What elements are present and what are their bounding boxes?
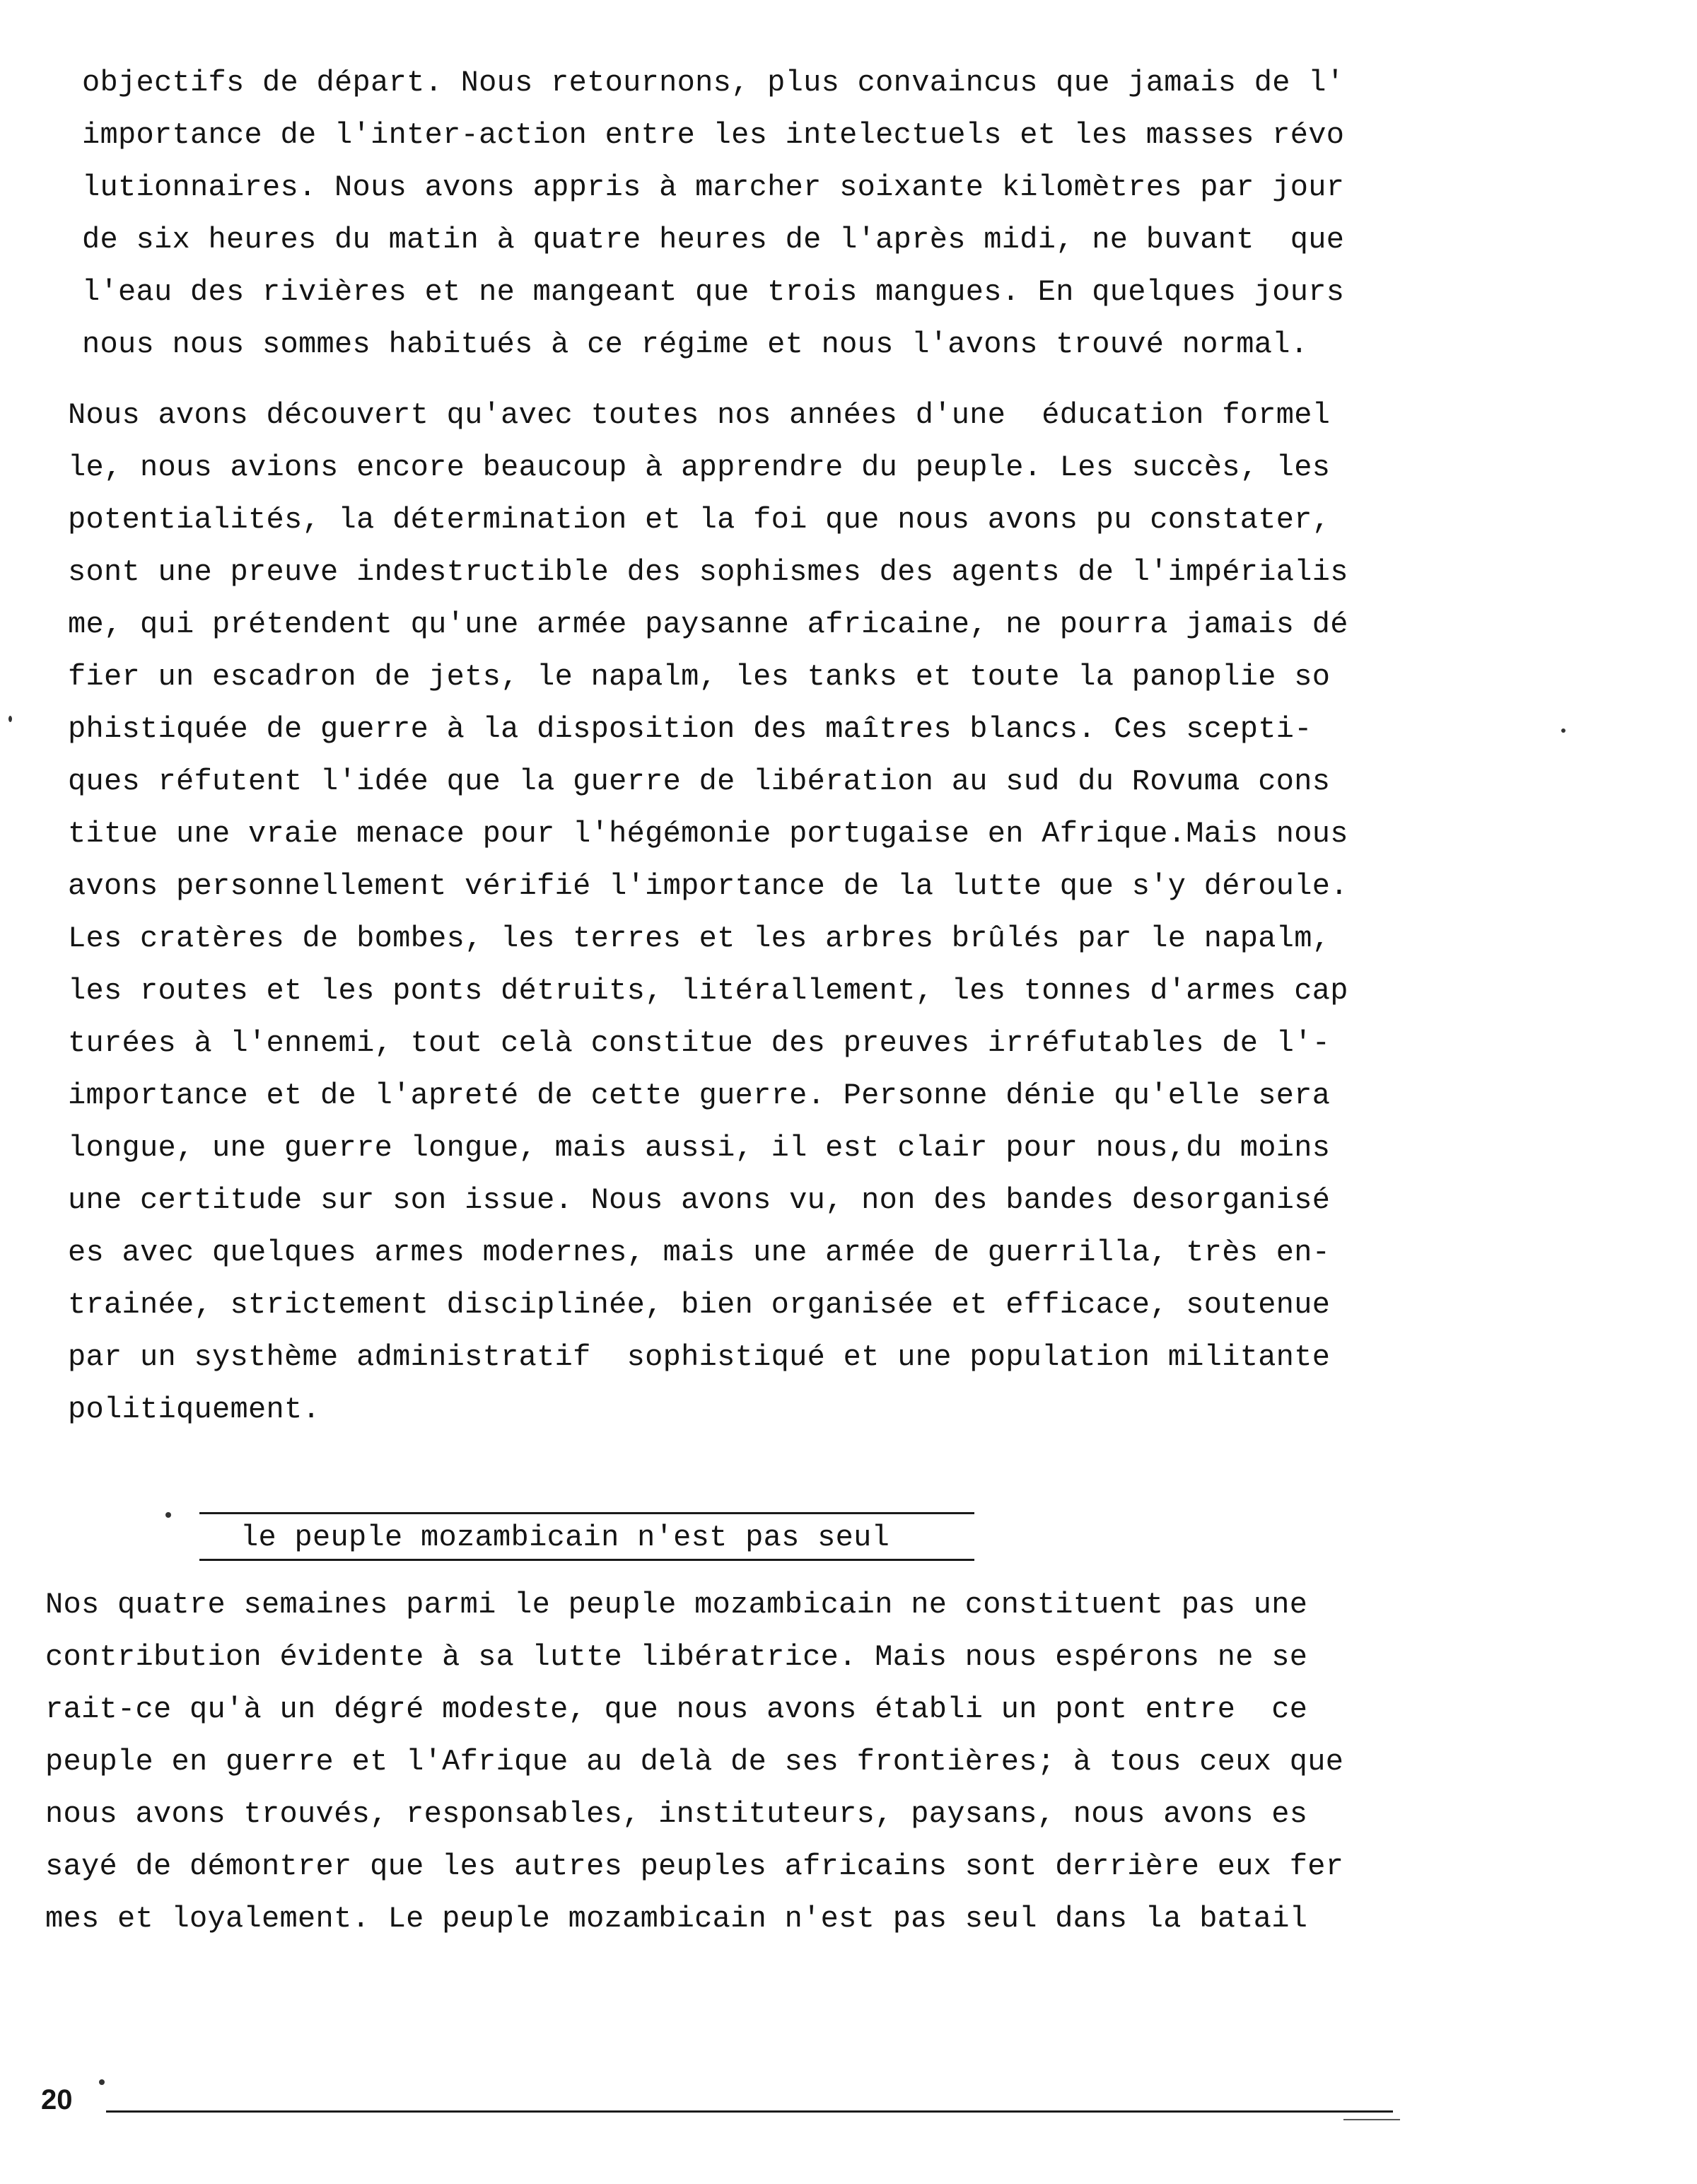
text-line: trainée, strictement disciplinée, bien organisée et efficace, soutenue (68, 1288, 1331, 1322)
heading-rule-bottom (199, 1559, 974, 1561)
text-line: les routes et les ponts détruits, litérallement, les tonnes d'armes cap (68, 974, 1348, 1008)
text-line: es avec quelques armes modernes, mais une armée de guerrilla, très en- (68, 1236, 1331, 1270)
text-line: de six heures du matin à quatre heures de l'après midi, ne buvant que (82, 223, 1345, 257)
text-line: longue, une guerre longue, mais aussi, il est clair pour nous,du moins (68, 1131, 1331, 1165)
text-line: nous nous sommes habitués à ce régime et nous l'avons trouvé normal. (82, 327, 1309, 361)
text-line: sayé de démontrer que les autres peuples africains sont derrière eux fer (45, 1849, 1344, 1883)
text-line: importance de l'inter-action entre les intelectuels et les masses révo (82, 118, 1345, 152)
text-line: Nos quatre semaines parmi le peuple mozambicain ne constituent pas une (45, 1588, 1308, 1622)
heading-rule-top (199, 1512, 974, 1514)
text-line: titue une vraie menace pour l'hégémonie portugaise en Afrique.Mais nous (68, 817, 1348, 851)
text-line: potentialités, la détermination et la foi que nous avons pu constater, (68, 503, 1331, 537)
text-line: par un systhème administratif sophistiqué et une population militante (68, 1340, 1331, 1374)
text-line: objectifs de départ. Nous retournons, plus convaincus que jamais de l' (82, 66, 1345, 100)
section-heading-text: le peuple mozambicain n'est pas seul (240, 1521, 890, 1555)
text-line: ques réfutent l'idée que la guerre de libération au sud du Rovuma cons (68, 765, 1331, 798)
text-line: mes et loyalement. Le peuple mozambicain n'est pas seul dans la batail (45, 1902, 1308, 1936)
text-line: turées à l'ennemi, tout celà constitue des preuves irréfutables de l'- (68, 1026, 1331, 1060)
text-line: fier un escadron de jets, le napalm, les tanks et toute la panoplie so (68, 660, 1331, 694)
section-heading (199, 1512, 974, 1563)
page-number: 20 (41, 2084, 73, 2115)
text-line: le, nous avions encore beaucoup à apprendre du peuple. Les succès, les (68, 451, 1331, 484)
text-line: Nous avons découvert qu'avec toutes nos années d'une éducation formel (68, 398, 1331, 432)
text-line: peuple en guerre et l'Afrique au delà de ses frontières; à tous ceux que (45, 1745, 1344, 1779)
scan-speck (8, 716, 12, 722)
text-line: avons personnellement vérifié l'importance de la lutte que s'y déroule. (68, 869, 1348, 903)
text-line: rait-ce qu'à un dégré modeste, que nous avons établi un pont entre ce (45, 1692, 1308, 1726)
scan-speck (99, 2079, 105, 2085)
text-line: l'eau des rivières et ne mangeant que trois mangues. En quelques jours (82, 275, 1345, 309)
text-line: nous avons trouvés, responsables, instituteurs, paysans, nous avons es (45, 1797, 1308, 1831)
footer-rule-fragment (1343, 2119, 1400, 2120)
paragraph-2 (68, 389, 1348, 1436)
text-line: importance et de l'apreté de cette guerre. Personne dénie qu'elle sera (68, 1079, 1331, 1113)
text-line: politiquement. (68, 1393, 321, 1427)
text-line: une certitude sur son issue. Nous avons vu, non des bandes desorganisé (68, 1183, 1331, 1217)
text-line: sont une preuve indestructible des sophismes des agents de l'impérialis (68, 555, 1348, 589)
paragraph-3 (45, 1579, 1343, 1945)
footer-rule (106, 2110, 1393, 2113)
text-line: Les cratères de bombes, les terres et les arbres brûlés par le napalm, (68, 922, 1331, 956)
paragraph-1 (82, 57, 1344, 371)
scan-speck (165, 1512, 171, 1518)
text-line: phistiquée de guerre à la disposition des maîtres blancs. Ces scepti- (68, 712, 1312, 746)
text-line: contribution évidente à sa lutte libératrice. Mais nous espérons ne se (45, 1640, 1308, 1674)
text-line: lutionnaires. Nous avons appris à marcher soixante kilomètres par jour (82, 170, 1345, 204)
scan-speck (1561, 728, 1565, 733)
text-line: me, qui prétendent qu'une armée paysanne africaine, ne pourra jamais dé (68, 608, 1348, 641)
